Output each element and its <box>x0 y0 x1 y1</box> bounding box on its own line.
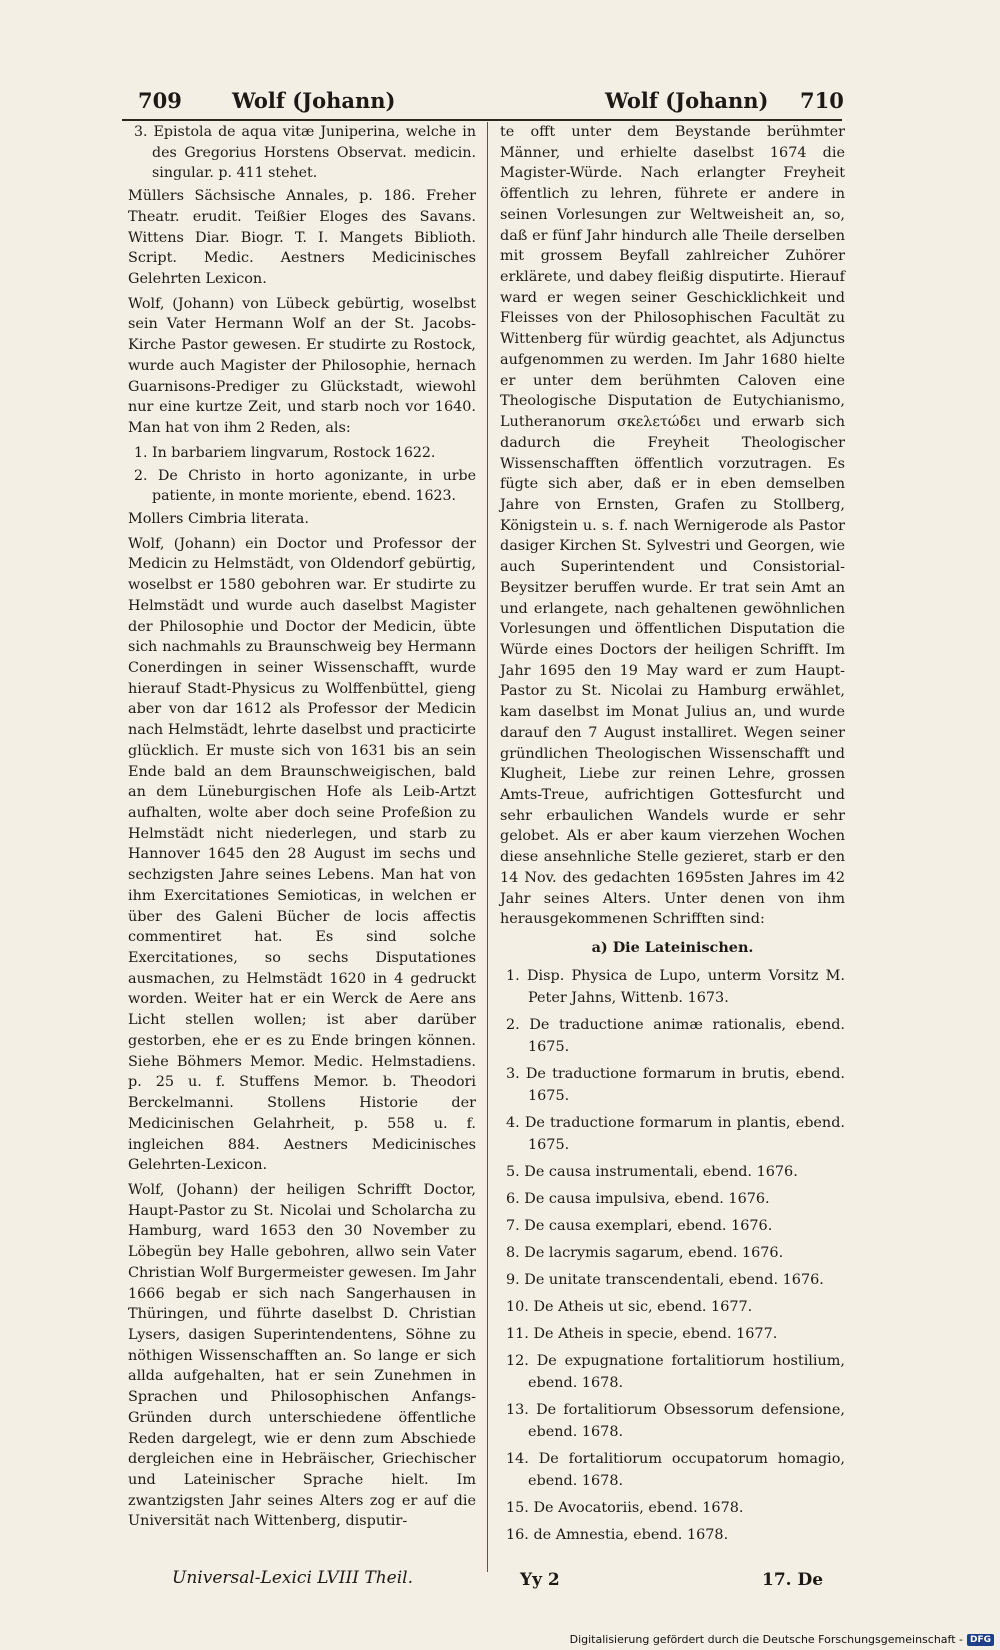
bibliography-item: 2. De traductione animæ rationalis, ebend. 1675. <box>506 1016 845 1055</box>
paragraph: Müllers Sächsische Annales, p. 186. Freher Theatr. erudit. Teißier Eloges des Savans. Wittens Diar. Biogr. T. I. Mangets Biblioth. Script. Medic. Aestners Medicinisches Gelehrten Lexicon. <box>128 188 476 288</box>
list-item: 3. Epistola de aqua vitæ Juniperina, welche in des Gregorius Horstens Observat. medicin. singular. p. 411 stehet. <box>134 124 476 182</box>
right-column <box>500 122 845 1551</box>
header-rule <box>122 119 842 121</box>
bibliography-item: 16. de Amnestia, ebend. 1678. <box>506 1526 729 1543</box>
left-column <box>128 122 476 1536</box>
bibliography-item: 1. Disp. Physica de Lupo, unterm Vorsitz M. Peter Jahns, Wittenb. 1673. <box>506 967 845 1006</box>
paragraph: te offt unter dem Beystande berühmter Männer, und erhielte daselbst 1674 die Magister-Würde. Nach erlangter Freyheit öffentlich zu lehren, führete er andere in seinen Vorlesungen zur Weltweisheit an, so, daß er fünf Jahr hindurch alle Theile derselben mit grossem Beyfall zahlreicher Zuhörer erklärete, und dabey fleißig disputirte. Hierauf ward er wegen seiner Geschicklichkeit und Fleisses von der Philosophischen Facultät zu Wittenberg für würdig geachtet, als Adjunctus aufgenommen zu werden. Im Jahr 1680 hielte er unter dem berühmten Caloven eine Theologische Disputation de Eutychianismo, Lutheranorum σκελετώδει und erwarb sich dadurch die Freyheit Theologischer Wissenschafften öffentlich vorzutragen. Es fügte sich aber, daß er in eben demselben Jahre von Ernsten, Grafen zu Stollberg, Königstein u. s. f. nach Wernigerode als Pastor dasiger Kirchen St. Sylvestri und Georgen, wie auch Superintendent und Consistorial-Beysitzer beruffen wurde. Er trat sein Amt an und erlangete, nach gehaltenen gewöhnlichen Vorlesungen und öffentlichen Disputation die Würde eines Doctors der heiligen Schrifft. Im Jahr 1695 den 19 May ward er zum Haupt-Pastor zu St. Nicolai zu Hamburg erwählet, kam daselbst im Monat Julius an, und wurde darauf den 7 August installiret. Wegen seiner gründlichen Theologischen Wissenschafft und Klugheit, Liebe zur reinen Lehre, grossen Amts-Treue, aufrichtigen Gottesfurcht und sehr erbaulichen Wandels wurde er sehr gelobet. Als er aber kaum vierzehen Wochen diese ansehnliche Stelle gezieret, starb er den 14 Nov. des gedachten 1695sten Jahres im 42 Jahr seines Alters. Unter denen von ihm herausgekommenen Schrifften sind: <box>500 124 845 928</box>
running-header <box>0 88 1000 120</box>
bibliography-item: 13. De fortalitiorum Obsessorum defensione, ebend. 1678. <box>506 1401 845 1440</box>
bibliography-item: 3. De traductione formarum in brutis, ebend. 1675. <box>506 1065 845 1104</box>
page-number-right: 710 <box>800 88 844 113</box>
signature-mark: Yy 2 <box>520 1570 560 1590</box>
bibliography-item: 5. De causa instrumentali, ebend. 1676. <box>506 1163 798 1180</box>
credit-text: Digitalisierung gefördert durch die Deutsche Forschungsgemeinschaft - <box>569 1633 963 1646</box>
bibliography-item: 8. De lacrymis sagarum, ebend. 1676. <box>506 1244 784 1261</box>
header-title-left: Wolf (Johann) <box>232 88 396 113</box>
bibliography-item: 12. De expugnatione fortalitiorum hostilium, ebend. 1678. <box>506 1352 845 1391</box>
header-title-right: Wolf (Johann) <box>605 88 769 113</box>
digitization-credit <box>570 1633 994 1646</box>
bibliography-item: 9. De unitate transcendentali, ebend. 1676. <box>506 1271 824 1288</box>
paragraph: Mollers Cimbria literata. <box>128 510 309 527</box>
dfg-logo: DFG <box>967 1634 994 1646</box>
catchword: 17. De <box>762 1570 824 1590</box>
bibliography-item: 6. De causa impulsiva, ebend. 1676. <box>506 1190 770 1207</box>
bibliography-item: 11. De Atheis in specie, ebend. 1677. <box>506 1325 778 1342</box>
section-heading: a) Die Lateinischen. <box>591 939 754 957</box>
bibliography-item: 14. De fortalitiorum occupatorum homagio, ebend. 1678. <box>506 1450 845 1489</box>
bibliography-item: 15. De Avocatoriis, ebend. 1678. <box>506 1499 744 1516</box>
bibliography-item: 4. De traductione formarum in plantis, ebend. 1675. <box>506 1114 845 1153</box>
bibliography-item: 7. De causa exemplari, ebend. 1676. <box>506 1217 773 1234</box>
list-item: 1. In barbariem lingvarum, Rostock 1622. <box>134 444 436 461</box>
list-item: 2. De Christo in horto agonizante, in urbe patiente, in monte moriente, ebend. 1623. <box>134 467 476 505</box>
volume-footer: Universal-Lexici LVIII Theil. <box>172 1568 414 1588</box>
bibliography-item: 10. De Atheis ut sic, ebend. 1677. <box>506 1298 753 1315</box>
column-divider <box>487 122 488 1572</box>
paragraph: Wolf, (Johann) der heiligen Schrifft Doctor, Haupt-Pastor zu St. Nicolai und Scholarcha zu Hamburg, ward 1653 den 30 November zu Löbegün bey Halle gebohren, allwo sein Vater Christian Wolf Burgermeister gewesen. Im Jahr 1666 begab er sich nach Sangerhausen in Thüringen, und führte daselbst D. Christian Lysers, dasigen Superintendentens, Söhne zu nöthigen Wissenschafften an. So lange er sich allda aufgehalten, hat er sein Zunehmen in Sprachen und Philosophischen Anfangs-Gründen durch unterschiedene öffentliche Reden dargelegt, wie er denn zum Abschiede dergleichen eine in Hebräischer, Griechischer und Lateinischer Sprache hielt. Im zwantzigsten Jahr seines Alters zog er auf die Universität nach Wittenberg, disputir- <box>128 1181 476 1530</box>
paragraph: Wolf, (Johann) von Lübeck gebürtig, woselbst sein Vater Hermann Wolf an der St. Jacobs-Kirche Pastor gewesen. Er studirte zu Rostock, wurde auch Magister der Philosophie, hernach Guarnisons-Prediger zu Glückstadt, wiewohl nur eine kurtze Zeit, und starb noch vor 1640. Man hat von ihm 2 Reden, als: <box>128 295 476 437</box>
paragraph: Wolf, (Johann) ein Doctor und Professor der Medicin zu Helmstädt, von Oldendorf gebürtig, woselbst er 1580 gebohren war. Er studirte zu Helmstädt und wurde auch daselbst Magister der Philosophie und Doctor der Medicin, übte sich nachmahls zu Braunschweig bey Hermann Conerdingen in seiner Wissenschafft, wurde hierauf Stadt-Physicus zu Wolffenbüttel, gieng aber von dar 1612 als Professor der Medicin nach Helmstädt, lehrte daselbst und practicirte glücklich. Er muste sich von 1631 bis an sein Ende bald an dem Braunschweigischen, bald an dem Lüneburgischen Hofe als Leib-Artzt aufhalten, wolte aber doch seine Profeßion zu Helmstädt nicht niederlegen, und starb zu Hannover 1645 den 28 August im sechs und sechzigsten Jahre seines Lebens. Man hat von ihm Exercitationes Semioticas, in welchen er über des Galeni Bücher de locis affectis commentiret hat. Es sind solche Exercitationes, so sechs Disputationes ausmachen, zu Helmstädt 1620 in 4 gedruckt worden. Weiter hat er ein Werck de Aere ans Licht stellen wollen; ist aber darüber gestorben, ehe er es zu Ende bringen können. Siehe Böhmers Memor. Medic. Helmstadiens. p. 25 u. f. Stuffens Memor. b. Theodori Berckelmanni. Stollens Historie der Medicinischen Gelahrheit, p. 558 u. f. ingleichen 884. Aestners Medicinisches Gelehrten-Lexicon. <box>128 535 476 1174</box>
page-number-left: 709 <box>138 88 182 113</box>
